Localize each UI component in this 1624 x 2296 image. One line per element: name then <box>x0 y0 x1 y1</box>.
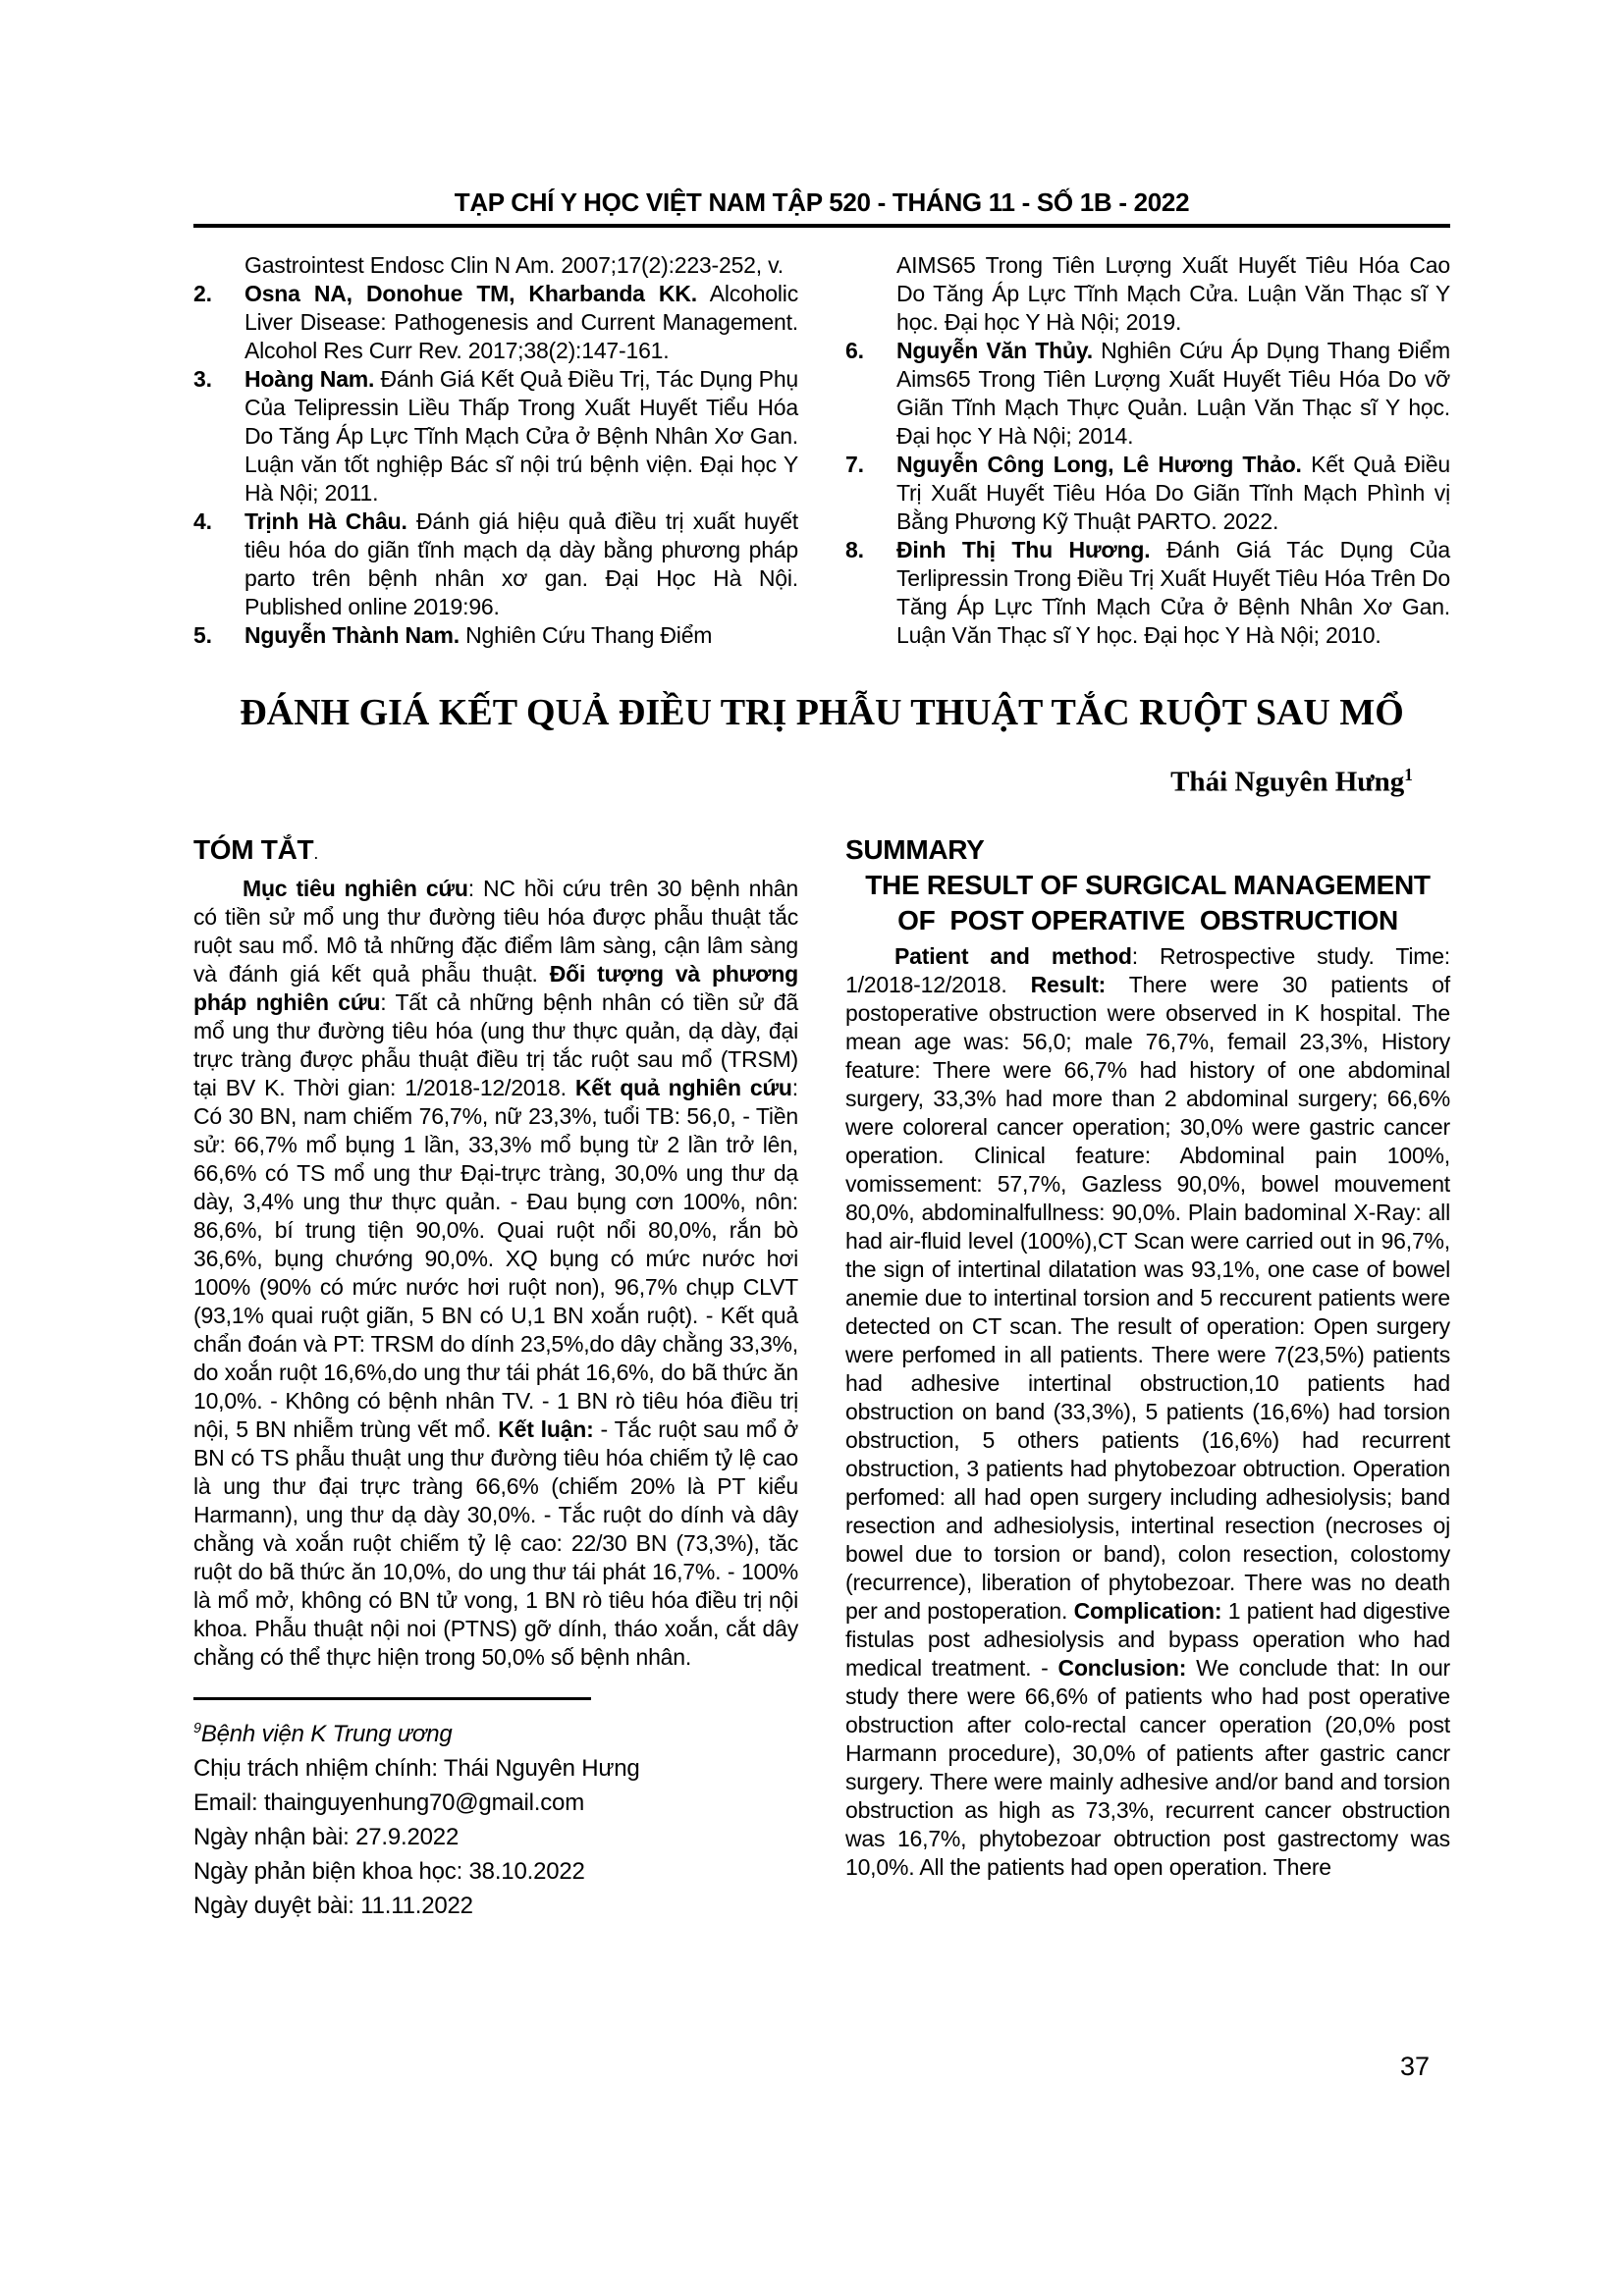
text-run: There were 30 patients of postoperative obstruction were observed in K hospital. The mean age was: 56,0; male 76,7%, femail 23,3%, History feature: There were 66,7% had history of one abdominal surgery, 33,3% had more than 2 abdominal surgery; 66,6% were coloreral cancer operation; 30,0% were gastric cancer operation. Clinical feature: Abdominal pain 100%, vomissement: 57,7%, Gazless 90,0%, bowel mouvement 80,0%, abdominalfullness: 90,0%. Plain badominal X-Ray: all had air-fluid level (100%),CT Scan were carried out in 96,7%, the sign of intertinal dilatation was 93,1%, one case of bowel anemie due to intertinal torsion and 5 reccurent patients were detected on CT scan. The result of operation: Open surgery were perfomed in all patients. There were 7(23,5%) patients had adhesive intertinal obstruction,10 patients had obstruction on band (33,3%), 5 patients (16,6%) had torsion obstruction, 5 others patients (16,6%) had recurrent obstruction, 3 patients had phytobezoar obtruction. Operation perfomed: all had open surgery including adhesiolysis; band resection and adhesiolysis, intertinal resection (necroses oj bowel due to torsion or band), colon resection, colostomy (recurrence), liberation of phytobezoar. There was no death per and postoperation. <box>845 971 1450 1624</box>
reference-author-bold: Trịnh Hà Châu. <box>244 508 407 534</box>
reference-body-text: Đánh Giá Tác Dụng Của Terlipressin Trong Điều Trị Xuất Huyết Tiêu Hóa Trên Do Tăng Áp Lực Tĩnh Mạch Cửa ở Bệnh Nhân Xơ Gan. Luận Văn Thạc sĩ Y học. Đại học Y Hà Nội; 2010. <box>896 537 1450 648</box>
bold-run: Result: <box>1030 971 1107 997</box>
reference-item <box>193 251 798 280</box>
text-run: : Retrospective study. Time: 1/2018-12/2018. <box>845 942 1450 997</box>
reference-body-text: Đánh Giá Kết Quả Điều Trị, Tác Dụng Phụ Của Telipressin Liều Thấp Trong Xuất Huyết Tiểu Hóa Do Tăng Áp Lực Tĩnh Mạch Cửa ở Bệnh Nhân Xơ Gan. Luận văn tốt nghiệp Bác sĩ nội trú bệnh viện. Đại học Y Hà Nội; 2011. <box>244 366 799 506</box>
reference-text <box>896 451 1450 536</box>
reference-body-text: Đánh giá hiệu quả điều trị xuất huyết tiêu hóa do giãn tĩnh mạch dạ dày bằng phương pháp parto trên bệnh nhân xơ gan. Đại Học Hà Nội. Published online 2019:96. <box>244 508 798 619</box>
reference-item <box>845 451 1450 536</box>
author-name: Thái Nguyên Hưng <box>1170 766 1405 798</box>
reference-number: 4. <box>193 508 212 534</box>
page-number: 37 <box>1399 2052 1430 2081</box>
article-title: ĐÁNH GIÁ KẾT QUẢ ĐIỀU TRỊ PHẪU THUẬT TẮC RUỘT SAU MỔ <box>240 692 1404 733</box>
reference-author-bold: Nguyễn Công Long, Lê Hương Thảo. <box>896 452 1302 477</box>
references-right-column <box>845 251 1450 650</box>
footnote-accepted-date-line: Ngày duyệt bài: 11.11.2022 <box>193 1892 473 1919</box>
reference-number <box>845 251 896 337</box>
text-run: : NC hồi cứu trên 30 bệnh nhân có tiền sử mổ ung thư đường tiêu hóa được phẫu thuật tắc ruột sau mổ. Mô tả những đặc điểm lâm sàng, cận lâm sàng và đánh giá kết quả phẫu thuật. <box>193 875 798 987</box>
reference-author-bold: Nguyễn Văn Thủy. <box>896 338 1093 363</box>
reference-text <box>244 365 798 507</box>
reference-author-bold: Hoàng Nam. <box>244 366 375 392</box>
reference-text <box>896 337 1450 451</box>
reference-body-text: Kết Quả Điều Trị Xuất Huyết Tiêu Hóa Do Giãn Tĩnh Mạch Phình vị Bằng Phương Kỹ Thuật PARTO. 2022. <box>896 452 1450 534</box>
reference-text <box>244 280 798 365</box>
page-header <box>193 0 1450 228</box>
summary-column <box>845 832 1450 1923</box>
journal-header-line: TẠP CHÍ Y HỌC VIỆT NAM TẬP 520 - THÁNG 11 - SỐ 1B - 2022 <box>454 187 1190 217</box>
reference-text <box>244 507 798 621</box>
summary-subtitle-line2: OF POST OPERATIVE OBSTRUCTION <box>897 904 1398 935</box>
reference-item <box>845 251 1450 337</box>
summary-paragraph <box>845 942 1450 1882</box>
reference-number: 5. <box>193 622 212 648</box>
references-left-column <box>193 251 798 650</box>
reference-text <box>244 621 798 650</box>
reference-item <box>193 280 798 365</box>
header-rule <box>193 224 1450 228</box>
reference-item <box>845 536 1450 650</box>
reference-text <box>896 536 1450 650</box>
footnote-review-date-line: Ngày phản biện khoa học: 38.10.2022 <box>193 1857 585 1885</box>
references-section <box>193 251 1450 650</box>
reference-item <box>193 621 798 650</box>
text-run: We conclude that: In our study there were 66,6% of patients who had post operative obstruction after colo-rectal cancer operation (20,0% post Harmann procedure), 30,0% of patients after gastric cancr surgery. There were mainly adhesive and/or band and torsion obstruction as high as 73,3%, recurrent cancer obstruction was 16,7%, phytobezoar obtruction post gastrectomy was 10,0%. All the patients had open operation. There <box>845 1654 1450 1880</box>
footnote-block <box>193 1697 798 1923</box>
footnote-affiliation-text: Bệnh viện K Trung ương <box>200 1720 453 1747</box>
reference-body-text: Alcoholic Liver Disease: Pathogenesis and Current Management. Alcohol Res Curr Rev. 2017;38(2):147-161. <box>244 281 798 363</box>
author-line <box>193 758 1450 799</box>
footnote-received-date-line: Ngày nhận bài: 27.9.2022 <box>193 1823 460 1850</box>
bold-run: Patient and method <box>894 942 1132 969</box>
reference-author-bold: Nguyễn Thành Nam. <box>244 622 460 648</box>
reference-number: 6. <box>845 338 864 363</box>
reference-body-text: Gastrointest Endosc Clin N Am. 2007;17(2):223-252, v. <box>244 252 784 278</box>
reference-item <box>193 507 798 621</box>
bold-run: Đối tượng và phương pháp nghiên cứu <box>193 960 798 1015</box>
text-run: : Có 30 BN, nam chiếm 76,7%, nữ 23,3%, tuổi TB: 56,0, - Tiền sử: 66,7% mổ bụng 1 lần, 33,3% mổ bụng từ 2 lần trở lên, 66,6% có TS mổ ung thư Đại-trực tràng, 30,0% ung thư dạ dày, 3,4% ung thư thực quản. - Đau bụng cơn 100%, nôn: 86,6%, bí trung tiện 90,0%. Quai ruột nổi 80,0%, rắn bò 36,6%, bụng chướng 90,0%. XQ bụng có mức nước hơi 100% (90% có mức nước hơi ruột non), 96,7% chụp CLVT (93,1% quai ruột giãn, 5 BN có U,1 BN xoắn ruột). - Kết quả chẩn đoán và PT: TRSM do dính 23,5%,do dây chằng 33,3%, do xoắn ruột 16,6%,do ung thư tái phát 16,6%, do bã thức ăn 10,0%. - Không có bệnh nhân TV. - 1 BN rò tiêu hóa điều trị nội, 5 BN nhiễm trùng vết mổ. <box>193 1074 798 1442</box>
bold-run: Complication: <box>1073 1597 1222 1624</box>
footnote-email-line: Email: thainguyenhung70@gmail.com <box>193 1789 584 1816</box>
text-run: : Tất cả những bệnh nhân có tiền sử đã mổ ung thư đường tiêu hóa (ung thư thực quản, dạ dày, đại trực tràng được phẫu thuật điều trị tắc ruột sau mổ (TRSM) tại BV K. Thời gian: 1/2018-12/2018. <box>193 988 798 1100</box>
reference-body-text: Nghiên Cứu Thang Điểm <box>459 622 713 648</box>
reference-number <box>193 251 244 280</box>
reference-author-bold: Đinh Thị Thu Hương. <box>896 537 1151 562</box>
footnote-responsible-line: Chịu trách nhiệm chính: Thái Nguyên Hưng <box>193 1754 640 1782</box>
reference-number: 2. <box>193 281 212 306</box>
abstract-column <box>193 832 798 1923</box>
reference-body-text: AIMS65 Trong Tiên Lượng Xuất Huyết Tiêu Hóa Cao Do Tăng Áp Lực Tĩnh Mạch Cửa. Luận Văn Thạc sĩ Y học. Đại học Y Hà Nội; 2019. <box>896 252 1450 335</box>
reference-item <box>193 365 798 507</box>
article-body <box>193 832 1450 1923</box>
reference-number: 7. <box>845 452 864 477</box>
abstract-heading-text: TÓM TẮT <box>193 833 314 865</box>
summary-subtitle-line1: THE RESULT OF SURGICAL MANAGEMENT <box>865 869 1431 900</box>
reference-author-bold: Osna NA, Donohue TM, Kharbanda KK. <box>244 281 697 306</box>
bold-run: Kết luận: <box>498 1415 594 1442</box>
author-superscript: 1 <box>1404 765 1413 784</box>
reference-number: 8. <box>845 537 864 562</box>
abstract-heading-dot: . <box>313 842 319 863</box>
reference-item <box>845 337 1450 451</box>
reference-number: 3. <box>193 366 212 392</box>
bold-run: Mục tiêu nghiên cứu <box>243 875 468 901</box>
reference-body-text: Nghiên Cứu Áp Dụng Thang Điểm Aims65 Trong Tiên Lượng Xuất Huyết Tiêu Hóa Do vỡ Giãn Tĩnh Mạch Thực Quản. Luận Văn Thạc sĩ Y học. Đại học Y Hà Nội; 2014. <box>896 338 1450 449</box>
abstract-heading <box>193 832 798 871</box>
text-run: - Tắc ruột sau mổ ở BN có TS phẫu thuật ung thư đường tiêu hóa chiếm tỷ lệ cao là ung thư đại trực tràng 66,6% (chiếm 20% là PT kiểu Harmann), ung thư dạ dày 30,0%. - Tắc ruột do dính và dây chằng và xoắn ruột chiếm tỷ lệ cao: 22/30 BN (73,3%), tăc ruột do bã thức ăn 10,0%, do ung thư tái phát 16,7%. - 100% là mổ mở, không có BN tử vong, 1 BN rò tiêu hóa điều trị nội khoa. Phẫu thuật nội noi (PTNS) gỡ dính, tháo xoắn, cắt dây chằng có thể thực hiện trong 50,0% số bệnh nhân. <box>193 1415 798 1670</box>
summary-heading: SUMMARY <box>845 833 985 865</box>
abstract-paragraph <box>193 875 798 1672</box>
reference-text <box>244 251 798 280</box>
bold-run: Kết quả nghiên cứu <box>574 1074 792 1100</box>
footnote-rule <box>193 1697 591 1700</box>
reference-text <box>896 251 1450 337</box>
footnote-affiliation-superscript: 9 <box>193 1720 201 1736</box>
bold-run: Conclusion: <box>1057 1654 1187 1681</box>
footnote-affiliation <box>193 1712 798 1751</box>
text-run: 1 patient had digestive fistulas post adhesiolysis and bypass operation who had medical treatment. - <box>845 1597 1450 1681</box>
